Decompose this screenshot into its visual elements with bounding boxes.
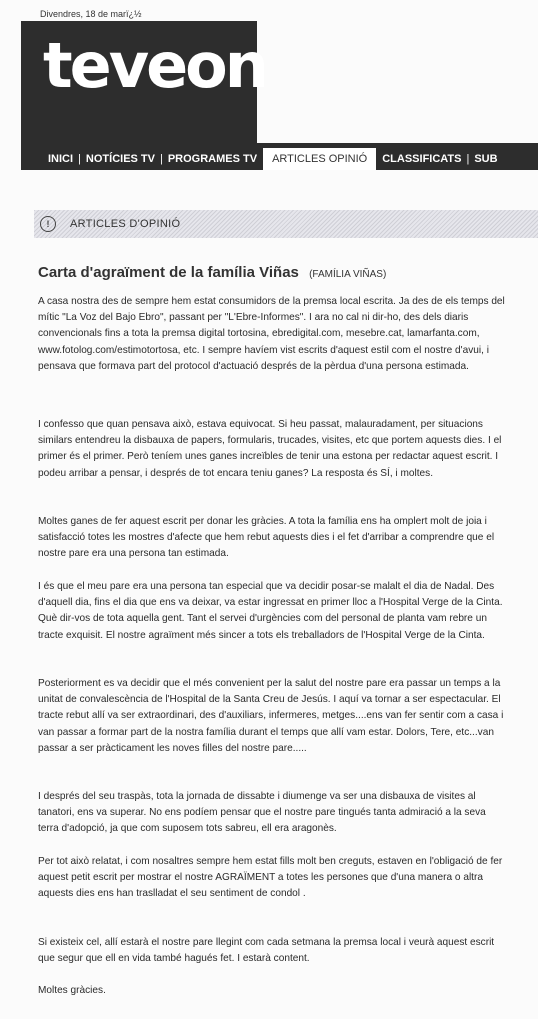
speech-bubble-icon: !: [40, 216, 56, 232]
section-title: ARTICLES D'OPINIÓ: [70, 218, 181, 230]
nav-separator: |: [159, 153, 163, 165]
article-paragraph: Si existeix cel, allí estarà el nostre pare llegint com cada setmana la premsa local i veurà aquest escrit que segur que ell en vida també hagués fet. I estarà content.: [38, 937, 495, 965]
nav-item-articles-opinio[interactable]: ARTICLES OPINIÓ: [263, 148, 376, 170]
article-paragraph: I després del seu traspàs, tota la jornada de dissabte i diumenge va ser una disbauxa de visites al tanatori, ens va superar. No ens podíem pensar que el nostre pare tingués tanta admiració a la seva terra d'adopció, ja que com suposem tots sabreu, ell era aragonès.: [38, 791, 486, 835]
article-paragraph: Posteriorment es va decidir que el més convenient per la salut del nostre pare era passar un temps a la unitat de convalescència de l'Hospital de la Santa Creu de Jesús. I aquí va tornar a ser espectacular. El tracte rebut allí va ser extraordinari, des d'auxiliars, infermeres, metges....ens van fer sentir com a casa i van passar a formar part de la nostra família durant el temps que allí vam estar. Dolors, Tere, etc...van passar a ser pràcticament les noves filles del nostre pare.....: [38, 678, 504, 754]
section-header: [34, 210, 538, 238]
logo-text: teveon: [43, 29, 266, 102]
article-paragraph: A casa nostra des de sempre hem estat consumidors de la premsa local escrita. Ja des de els temps del mític "La Voz del Bajo Ebro", passant per "L'Ebre-Informes". I ara no cal ni dir-ho, des dels diaris convencionals fins a tota la premsa digital tortosina, ebredigital.com, mesebre.cat, lamarfanta.com, www.fotolog.com/estimotortosa, etc. I sempre havíem vist escrits d'aquest estil com el nostre d'avui, i pensava que formava part del protocol d'actuació després de la pèrdua d'una persona estimada.: [38, 296, 505, 372]
site-logo[interactable]: [21, 21, 266, 143]
article-paragraph: Moltes gràcies.: [38, 985, 106, 996]
nav-separator: |: [78, 153, 81, 165]
nav-item-inici[interactable]: INICI: [48, 153, 74, 165]
nav-separator: |: [466, 153, 470, 165]
nav-item-noticies-tv[interactable]: NOTÍCIES TV: [85, 153, 155, 165]
nav-item-programes-tv[interactable]: PROGRAMES TV: [167, 153, 258, 165]
article-title: [38, 264, 386, 281]
article-paragraph: I és que el meu pare era una persona tan especial que va decidir posar-se malalt el dia de Nadal. Des d'aquell dia, fins el dia que ens va deixar, va estar ingressat en primer lloc a l'Hospital Verge de la Cinta. Què dir-vos de tota aquella gent. Tant el servei d'urgències com del personal de planta vam rebre un tracte exquisit. El nostre agraïment més sincer a tots els treballadors de l'Hospital Verge de la Cinta.: [38, 581, 503, 641]
article-paragraph: Per tot això relatat, i com nosaltres sempre hem estat fills molt ben creguts, estaven en l'obligació de fer aquest petit escrit per mostrar el nostre AGRAÏMENT a totes les persones que d'una manera o altra aquests dies ens han traslladat el seu sentiment de condol .: [38, 856, 503, 900]
article-author: (FAMÍLIA VIÑAS): [309, 269, 387, 280]
article-title-text: Carta d'agraïment de la família Viñas: [38, 264, 299, 281]
article-paragraph: Moltes ganes de fer aquest escrit per donar les gràcies. A tota la família ens ha omplert molt de joia i satisfacció totes les mostres d'afecte que hem rebut aquests dies i el fet d'arribar a comprendre que el nostre pare era una persona tan estimada.: [38, 516, 495, 560]
article-paragraph: I confesso que quan pensava això, estava equivocat. Si heu passat, malauradament, per situacions similars entendreu la disbauxa de papers, formularis, trucades, visites, etc que portem aquests dies. I el primer és el primer. Però teníem unes ganes increïbles de tenir una estona per redactar aquest escrit. I podeu arribar a pensar, i després de tot encara teniu ganes? La resposta és SÍ, i moltes.: [38, 419, 502, 479]
date-label: Divendres, 18 de marï¿½: [40, 9, 142, 19]
main-nav: [21, 148, 538, 170]
nav-item-sub[interactable]: SUB: [474, 153, 498, 165]
nav-item-classificats[interactable]: CLASSIFICATS: [382, 153, 462, 165]
